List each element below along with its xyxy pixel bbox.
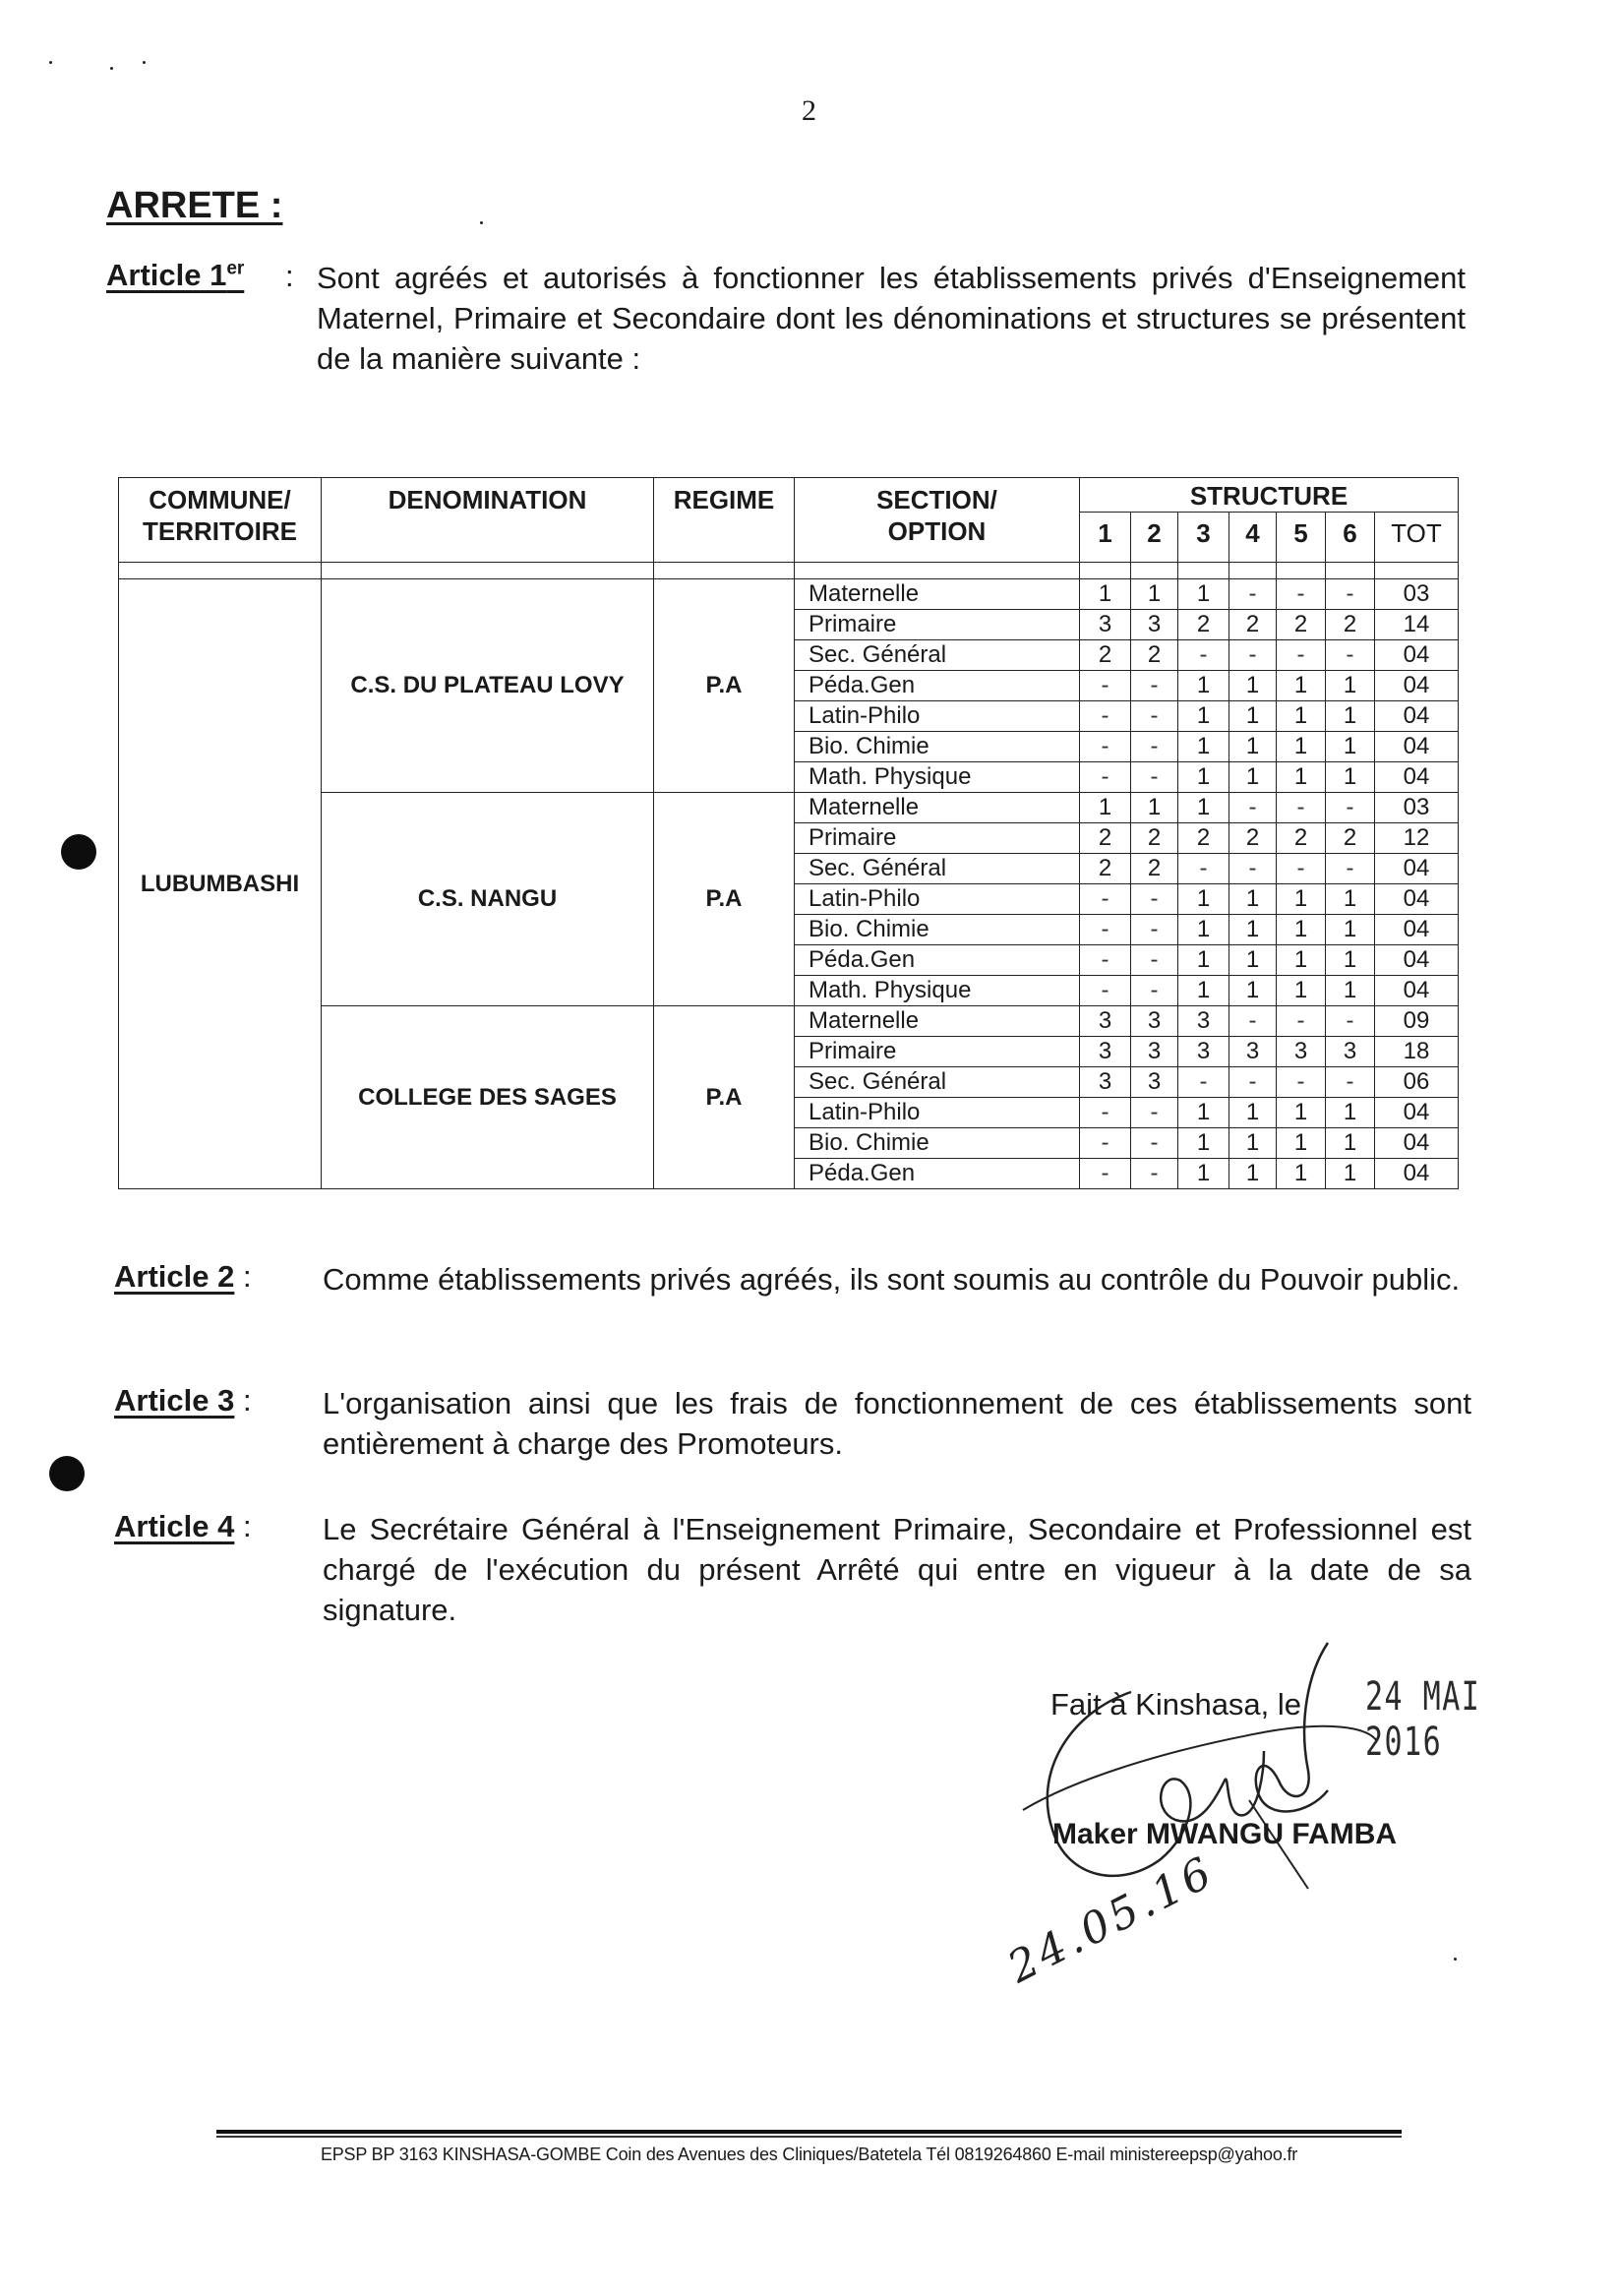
year-6-cell: 1 [1326, 915, 1375, 945]
spacer-cell [1178, 563, 1229, 579]
spacer-cell [654, 563, 795, 579]
school-name-cell: C.S. DU PLATEAU LOVY [322, 579, 654, 793]
structure-table [118, 477, 1459, 1189]
spacer-cell [1080, 563, 1131, 579]
year-2-cell: - [1131, 915, 1178, 945]
year-5-cell: 1 [1277, 762, 1326, 793]
year-3-cell: 1 [1178, 579, 1229, 610]
year-2-cell: 3 [1131, 1006, 1178, 1037]
year-2-cell: - [1131, 701, 1178, 732]
year-4-cell: - [1229, 793, 1277, 823]
year-5-cell: 1 [1277, 915, 1326, 945]
header-year-5: 5 [1277, 513, 1326, 563]
year-5-cell: - [1277, 1067, 1326, 1098]
year-6-cell: 1 [1326, 1098, 1375, 1128]
header-commune: COMMUNE/ TERRITOIRE [119, 478, 322, 563]
signatory-name: Maker MWANGU FAMBA [1052, 1818, 1398, 1850]
year-6-cell: 1 [1326, 762, 1375, 793]
year-1-cell: - [1080, 884, 1131, 915]
year-1-cell: 3 [1080, 1067, 1131, 1098]
header-year-6: 6 [1326, 513, 1375, 563]
year-4-cell: 2 [1229, 610, 1277, 640]
year-5-cell: 1 [1277, 884, 1326, 915]
article-1-label: Article 1er [106, 258, 245, 292]
year-2-cell: 2 [1131, 854, 1178, 884]
option-cell: Primaire [795, 610, 1080, 640]
year-5-cell: 1 [1277, 1159, 1326, 1189]
scan-speck [1454, 1958, 1457, 1961]
option-cell: Péda.Gen [795, 671, 1080, 701]
year-5-cell: - [1277, 854, 1326, 884]
year-2-cell: 3 [1131, 610, 1178, 640]
year-2-cell: 3 [1131, 1037, 1178, 1067]
year-3-cell: - [1178, 640, 1229, 671]
total-cell: 04 [1375, 701, 1459, 732]
total-cell: 03 [1375, 579, 1459, 610]
year-2-cell: - [1131, 976, 1178, 1006]
total-cell: 04 [1375, 1159, 1459, 1189]
year-3-cell: 1 [1178, 1159, 1229, 1189]
article-2-text: Comme établissements privés agréés, ils sont soumis au contrôle du Pouvoir public. [323, 1262, 1461, 1297]
year-5-cell: - [1277, 640, 1326, 671]
header-structure: STRUCTURE [1080, 478, 1459, 513]
year-6-cell: 3 [1326, 1037, 1375, 1067]
total-cell: 04 [1375, 915, 1459, 945]
year-2-cell: 1 [1131, 579, 1178, 610]
year-3-cell: 1 [1178, 701, 1229, 732]
year-6-cell: - [1326, 793, 1375, 823]
total-cell: 04 [1375, 976, 1459, 1006]
year-4-cell: 1 [1229, 1128, 1277, 1159]
year-3-cell: 1 [1178, 762, 1229, 793]
total-cell: 04 [1375, 671, 1459, 701]
year-3-cell: 1 [1178, 1098, 1229, 1128]
header-year-1: 1 [1080, 513, 1131, 563]
footer-rule [216, 2130, 1402, 2134]
option-cell: Math. Physique [795, 976, 1080, 1006]
year-4-cell: 1 [1229, 945, 1277, 976]
year-1-cell: 2 [1080, 823, 1131, 854]
year-3-cell: 2 [1178, 823, 1229, 854]
year-4-cell: 1 [1229, 701, 1277, 732]
punch-hole-mark [61, 834, 96, 870]
year-3-cell: 1 [1178, 976, 1229, 1006]
article-3-text: L'organisation ainsi que les frais de fonctionnement de ces établissements sont entièrement à charge des Promoteurs. [323, 1386, 1471, 1461]
year-1-cell: 2 [1080, 854, 1131, 884]
scan-speck [49, 61, 52, 64]
year-1-cell: - [1080, 671, 1131, 701]
year-2-cell: 1 [1131, 793, 1178, 823]
year-6-cell: 1 [1326, 1128, 1375, 1159]
year-4-cell: - [1229, 1006, 1277, 1037]
total-cell: 12 [1375, 823, 1459, 854]
year-4-cell: 2 [1229, 823, 1277, 854]
year-2-cell: - [1131, 1128, 1178, 1159]
year-1-cell: - [1080, 1098, 1131, 1128]
year-5-cell: 2 [1277, 823, 1326, 854]
year-6-cell: 1 [1326, 976, 1375, 1006]
year-6-cell: - [1326, 1067, 1375, 1098]
year-3-cell: - [1178, 1067, 1229, 1098]
scan-speck [143, 61, 146, 64]
year-3-cell: 1 [1178, 915, 1229, 945]
table-row [119, 579, 1459, 610]
school-name-cell: COLLEGE DES SAGES [322, 1006, 654, 1189]
decree-heading: ARRETE : [106, 185, 283, 226]
option-cell: Maternelle [795, 1006, 1080, 1037]
spacer-cell [1375, 563, 1459, 579]
total-cell: 04 [1375, 640, 1459, 671]
year-4-cell: 1 [1229, 732, 1277, 762]
year-2-cell: - [1131, 732, 1178, 762]
year-2-cell: - [1131, 671, 1178, 701]
option-cell: Math. Physique [795, 762, 1080, 793]
spacer-cell [322, 563, 654, 579]
scan-speck [480, 221, 483, 224]
year-5-cell: 1 [1277, 1098, 1326, 1128]
regime-cell: P.A [654, 579, 795, 793]
year-3-cell: 1 [1178, 671, 1229, 701]
page-number: 2 [802, 94, 816, 127]
handwritten-date: 24.05.16 [999, 1846, 1224, 1993]
year-5-cell: 1 [1277, 701, 1326, 732]
year-6-cell: 1 [1326, 1159, 1375, 1189]
year-4-cell: - [1229, 579, 1277, 610]
year-5-cell: 1 [1277, 732, 1326, 762]
year-6-cell: 1 [1326, 671, 1375, 701]
year-4-cell: 1 [1229, 884, 1277, 915]
year-5-cell: 1 [1277, 1128, 1326, 1159]
year-2-cell: 3 [1131, 1067, 1178, 1098]
option-cell: Latin-Philo [795, 701, 1080, 732]
year-5-cell: - [1277, 579, 1326, 610]
header-section: SECTION/ OPTION [795, 478, 1080, 563]
year-1-cell: - [1080, 945, 1131, 976]
year-3-cell: 3 [1178, 1037, 1229, 1067]
option-cell: Sec. Général [795, 640, 1080, 671]
regime-cell: P.A [654, 1006, 795, 1189]
year-1-cell: 2 [1080, 640, 1131, 671]
option-cell: Sec. Général [795, 1067, 1080, 1098]
option-cell: Latin-Philo [795, 1098, 1080, 1128]
year-3-cell: 2 [1178, 610, 1229, 640]
punch-hole-mark [49, 1456, 85, 1491]
option-cell: Primaire [795, 823, 1080, 854]
total-cell: 04 [1375, 1098, 1459, 1128]
spacer-cell [1131, 563, 1178, 579]
year-2-cell: - [1131, 1098, 1178, 1128]
option-cell: Bio. Chimie [795, 732, 1080, 762]
spacer-cell [1277, 563, 1326, 579]
year-4-cell: 1 [1229, 671, 1277, 701]
year-1-cell: - [1080, 976, 1131, 1006]
year-6-cell: 1 [1326, 732, 1375, 762]
total-cell: 14 [1375, 610, 1459, 640]
year-4-cell: - [1229, 640, 1277, 671]
year-5-cell: 2 [1277, 610, 1326, 640]
year-1-cell: - [1080, 762, 1131, 793]
year-6-cell: 1 [1326, 884, 1375, 915]
year-3-cell: 3 [1178, 1006, 1229, 1037]
scan-speck [110, 67, 113, 70]
year-1-cell: 1 [1080, 793, 1131, 823]
spacer-cell [1229, 563, 1277, 579]
year-3-cell: - [1178, 854, 1229, 884]
year-2-cell: 2 [1131, 640, 1178, 671]
total-cell: 09 [1375, 1006, 1459, 1037]
handwritten-signature [1013, 1633, 1387, 1958]
total-cell: 04 [1375, 762, 1459, 793]
year-4-cell: 1 [1229, 1098, 1277, 1128]
year-6-cell: - [1326, 579, 1375, 610]
regime-cell: P.A [654, 793, 795, 1006]
total-cell: 04 [1375, 732, 1459, 762]
article-1-separator: : [285, 259, 294, 293]
total-cell: 03 [1375, 793, 1459, 823]
footer-rule-thin [216, 2136, 1402, 2138]
header-tot: TOT [1375, 513, 1459, 563]
place-and-date-line: Fait à Kinshasa, le [1050, 1687, 1302, 1722]
year-1-cell: - [1080, 1128, 1131, 1159]
header-year-4: 4 [1229, 513, 1277, 563]
year-6-cell: - [1326, 854, 1375, 884]
year-4-cell: - [1229, 1067, 1277, 1098]
article-3-label: Article 3 : [114, 1383, 252, 1418]
total-cell: 06 [1375, 1067, 1459, 1098]
option-cell: Latin-Philo [795, 884, 1080, 915]
year-4-cell: 1 [1229, 915, 1277, 945]
year-4-cell: 3 [1229, 1037, 1277, 1067]
year-1-cell: - [1080, 732, 1131, 762]
date-stamp: 24 MAI 2016 [1365, 1674, 1481, 1765]
year-1-cell: - [1080, 915, 1131, 945]
year-3-cell: 1 [1178, 732, 1229, 762]
year-4-cell: 1 [1229, 976, 1277, 1006]
year-1-cell: - [1080, 701, 1131, 732]
spacer-cell [1326, 563, 1375, 579]
article-4-label: Article 4 : [114, 1509, 252, 1543]
header-regime: REGIME [654, 478, 795, 563]
footer-address: EPSP BP 3163 KINSHASA-GOMBE Coin des Avenues des Cliniques/Batetela Tél 0819264860 E-mail ministereepsp@yahoo.fr [320, 2145, 1298, 2164]
commune-cell: LUBUMBASHI [119, 579, 322, 1189]
total-cell: 04 [1375, 884, 1459, 915]
year-6-cell: 2 [1326, 823, 1375, 854]
header-year-3: 3 [1178, 513, 1229, 563]
year-1-cell: 3 [1080, 1037, 1131, 1067]
option-cell: Bio. Chimie [795, 1128, 1080, 1159]
option-cell: Maternelle [795, 793, 1080, 823]
year-5-cell: 1 [1277, 976, 1326, 1006]
total-cell: 18 [1375, 1037, 1459, 1067]
total-cell: 04 [1375, 854, 1459, 884]
year-6-cell: 1 [1326, 701, 1375, 732]
year-2-cell: - [1131, 1159, 1178, 1189]
option-cell: Péda.Gen [795, 1159, 1080, 1189]
total-cell: 04 [1375, 1128, 1459, 1159]
option-cell: Sec. Général [795, 854, 1080, 884]
year-2-cell: - [1131, 884, 1178, 915]
year-4-cell: 1 [1229, 1159, 1277, 1189]
year-6-cell: 1 [1326, 945, 1375, 976]
year-2-cell: - [1131, 762, 1178, 793]
option-cell: Primaire [795, 1037, 1080, 1067]
total-cell: 04 [1375, 945, 1459, 976]
year-4-cell: 1 [1229, 762, 1277, 793]
option-cell: Bio. Chimie [795, 915, 1080, 945]
year-3-cell: 1 [1178, 793, 1229, 823]
article-1-text: Sont agréés et autorisés à fonctionner les établissements privés d'Enseignement Maternel, Primaire et Secondaire dont les dénominations et structures se présentent de la manière suivante : [317, 261, 1466, 376]
spacer-cell [119, 563, 322, 579]
article-2-label: Article 2 : [114, 1259, 252, 1294]
year-2-cell: - [1131, 945, 1178, 976]
spacer-cell [795, 563, 1080, 579]
year-2-cell: 2 [1131, 823, 1178, 854]
year-5-cell: 3 [1277, 1037, 1326, 1067]
article-4-text: Le Secrétaire Général à l'Enseignement Primaire, Secondaire et Professionnel est chargé de l'exécution du présent Arrêté qui entre en vigueur à la date de sa signature. [323, 1512, 1471, 1627]
year-6-cell: - [1326, 640, 1375, 671]
year-3-cell: 1 [1178, 945, 1229, 976]
year-1-cell: 3 [1080, 610, 1131, 640]
year-3-cell: 1 [1178, 1128, 1229, 1159]
year-5-cell: 1 [1277, 945, 1326, 976]
year-1-cell: 3 [1080, 1006, 1131, 1037]
year-1-cell: - [1080, 1159, 1131, 1189]
year-1-cell: 1 [1080, 579, 1131, 610]
year-4-cell: - [1229, 854, 1277, 884]
header-denomination: DENOMINATION [322, 478, 654, 563]
year-5-cell: - [1277, 1006, 1326, 1037]
header-year-2: 2 [1131, 513, 1178, 563]
option-cell: Maternelle [795, 579, 1080, 610]
year-6-cell: 2 [1326, 610, 1375, 640]
year-5-cell: - [1277, 793, 1326, 823]
option-cell: Péda.Gen [795, 945, 1080, 976]
year-3-cell: 1 [1178, 884, 1229, 915]
year-6-cell: - [1326, 1006, 1375, 1037]
year-5-cell: 1 [1277, 671, 1326, 701]
school-name-cell: C.S. NANGU [322, 793, 654, 1006]
